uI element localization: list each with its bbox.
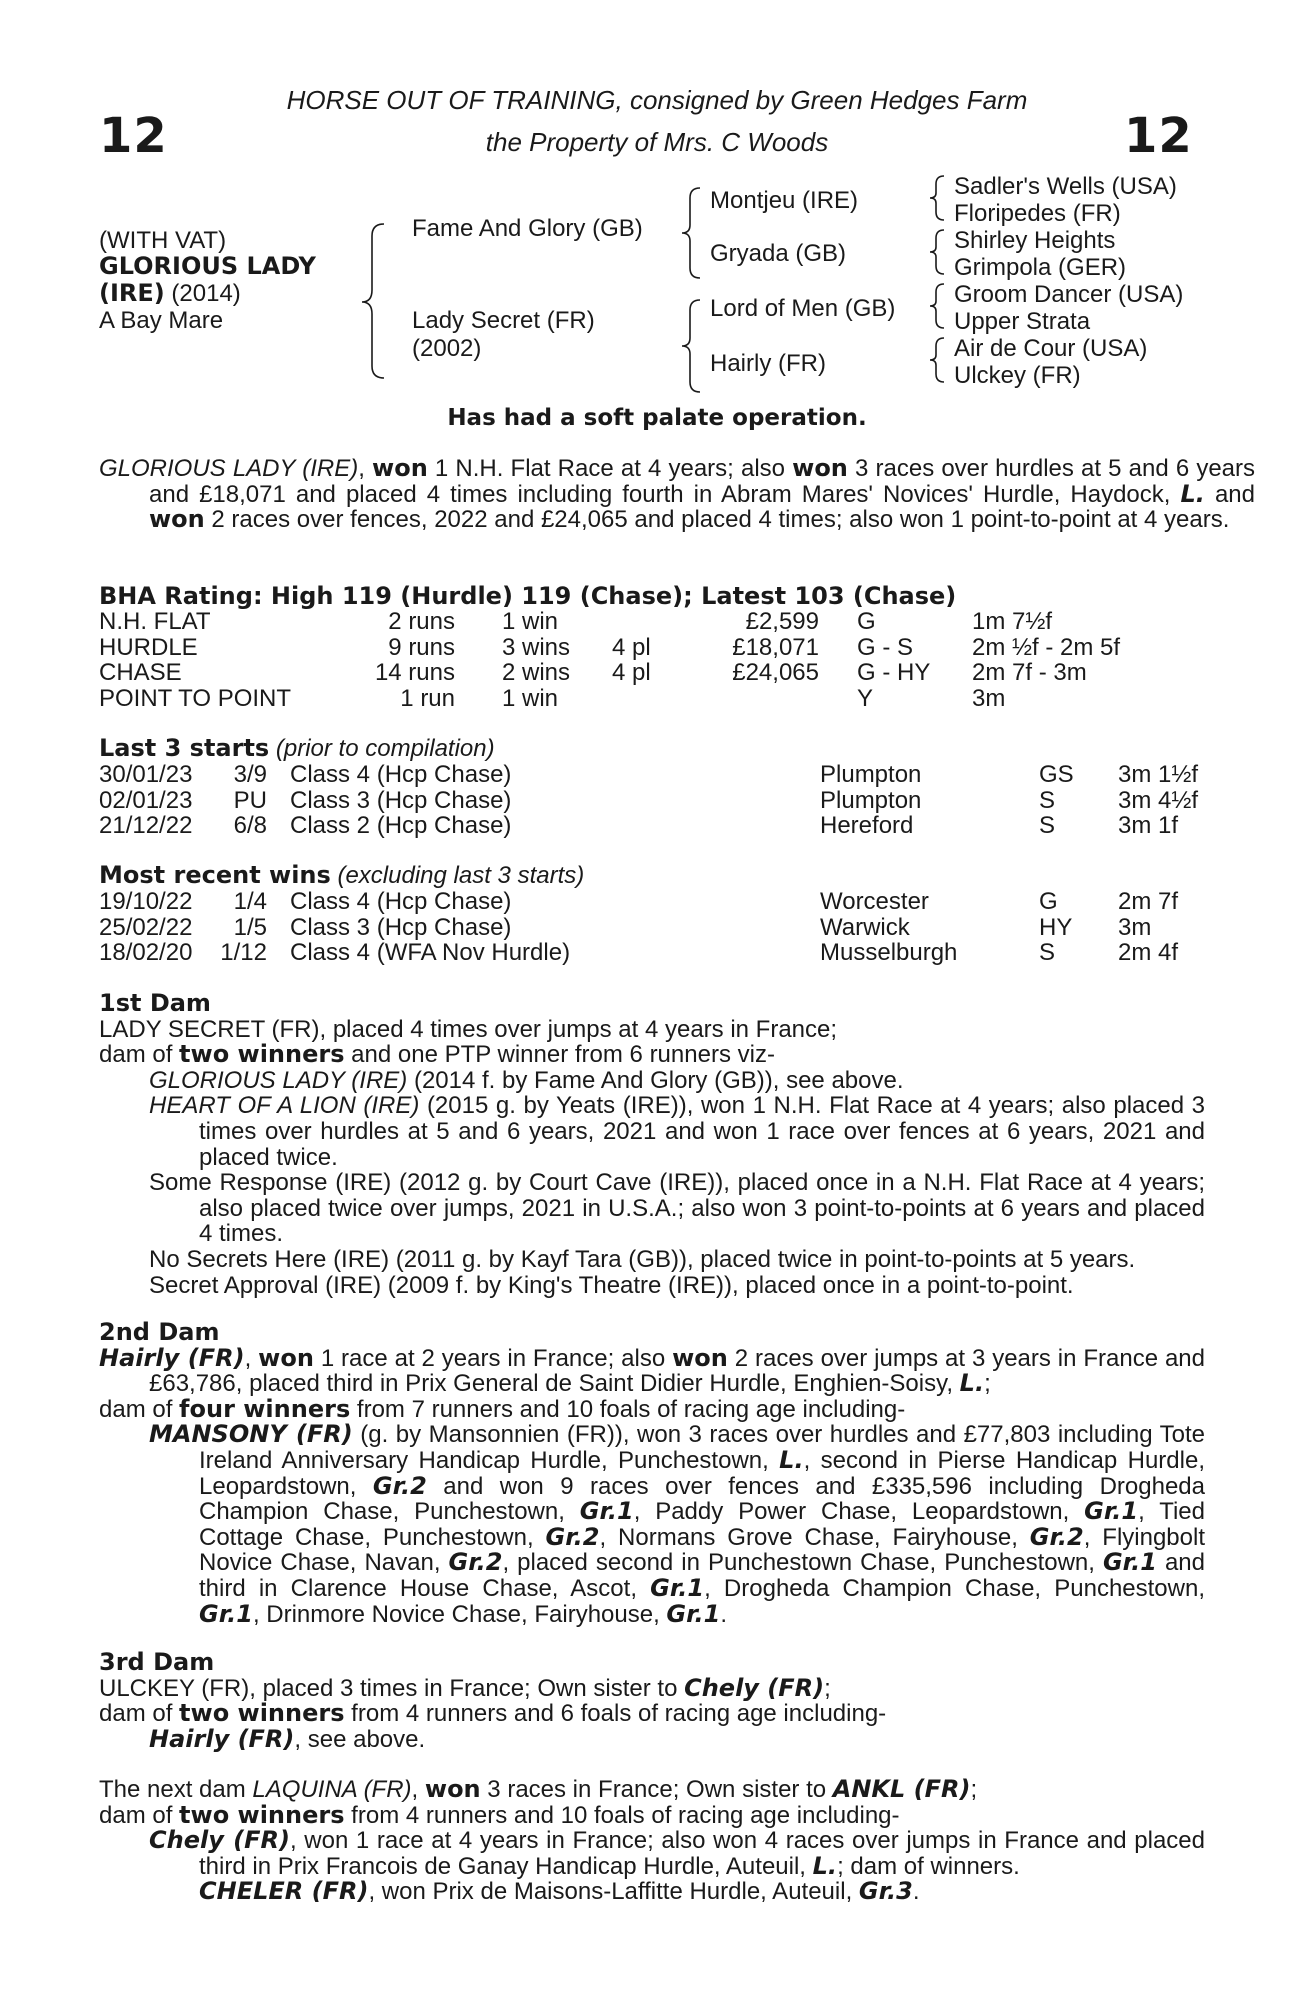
cell-cls: Class 3 (Hcp Chase) <box>290 913 512 941</box>
cell-money: £2,599 <box>745 608 819 635</box>
table-row <box>99 660 1205 686</box>
first-dam-produce-3: Some Response (IRE) (2012 g. by Court Cave (IRE)), placed once in a N.H. Flat Race at 4 years; also placed twice over jumps, 2021 in U.S.A.; also won 3 point-to-points at 6 years and placed 4 times. <box>149 1169 1205 1248</box>
table-row <box>99 762 1205 788</box>
cell-dist: 3m 1½f <box>1118 761 1199 788</box>
table-row <box>99 940 1205 966</box>
first-dam-section <box>99 991 1205 1298</box>
cell-going: G <box>857 608 876 635</box>
cell-dist: 1m 7½f <box>972 608 1053 635</box>
table-row <box>99 788 1205 814</box>
cell-pl: 4 pl <box>612 659 651 687</box>
last-3-starts-table <box>99 762 1205 839</box>
cell-date: 19/10/22 <box>99 888 193 915</box>
second-dam-line2: dam of four winners from 7 runners and 10 foals of racing age including- <box>99 1394 906 1423</box>
brace-gen3-b <box>930 230 944 274</box>
horse-description: A Bay Mare <box>99 307 224 334</box>
cell-cls: Class 2 (Hcp Chase) <box>290 812 512 840</box>
horse-year: (2014) <box>164 280 241 307</box>
brace-gen3-c <box>930 284 944 328</box>
next-dam-line1: The next dam LAQUINA (FR), won 3 races in France; Own sister to ANKL (FR); <box>99 1775 978 1803</box>
cell-runs: 14 runs <box>374 659 455 687</box>
cell-pos: PU <box>233 786 267 814</box>
next-dam-section <box>99 1777 1205 1905</box>
dam: Lady Secret (FR) <box>412 307 595 334</box>
cell-dist: 2m ½f - 2m 5f <box>972 633 1121 661</box>
cell-wins: 1 win <box>502 684 559 712</box>
third-dam-section <box>99 1650 1205 1752</box>
cell-course: Hereford <box>820 812 914 840</box>
next-dam-line2: dam of two winners from 4 runners and 10 foals of racing age including- <box>99 1800 900 1829</box>
table-row <box>99 915 1205 941</box>
cell-pos: 1/5 <box>233 913 267 941</box>
cell-wins: 3 wins <box>502 633 571 661</box>
cell-going: HY <box>1039 913 1073 941</box>
ped-dsd: Upper Strata <box>954 308 1091 335</box>
cell-cls: Class 4 (Hcp Chase) <box>290 888 512 915</box>
consignor-line: HORSE OUT OF TRAINING, consigned by Green Hedges Farm <box>286 85 1028 115</box>
third-dam-title: 3rd Dam <box>99 1648 215 1676</box>
first-dam-produce-1: GLORIOUS LADY (IRE) (2014 f. by Fame And Glory (GB)), see above. <box>149 1066 904 1094</box>
cell-date: 18/02/20 <box>99 939 193 967</box>
cell-dist: 2m 7f - 3m <box>972 659 1087 687</box>
horse-country: (IRE) <box>99 279 165 307</box>
brace-gen3-a <box>930 176 944 220</box>
ped-ddd: Ulckey (FR) <box>954 362 1081 389</box>
first-dam-line2: dam of two winners and one PTP winner from 6 runners viz- <box>99 1040 775 1069</box>
third-dam-produce-1: Hairly (FR), see above. <box>149 1724 426 1753</box>
sire-sire: Montjeu (IRE) <box>710 187 859 214</box>
cell-going: S <box>1039 939 1056 967</box>
ped-dss: Groom Dancer (USA) <box>954 281 1184 308</box>
cell-cls: Class 4 (Hcp Chase) <box>290 761 512 788</box>
table-row <box>99 635 1205 661</box>
summary-text3: and <box>1204 480 1255 508</box>
lot-number-left: 12 <box>99 108 168 164</box>
mansony-entry: MANSONY (FR) (g. by Mansonnien (FR)), won 3 races over hurdles and £77,803 including Tote Ireland Anniversary Handicap Hurdle, Punchestown, L., second in Pierse Handicap Hurdle, Leopardstown, Gr.2 and won 9 races over fences and £335,596 including Drogheda Champion Chase, Punchestown, Gr.1, Paddy Power Chase, Leopardstown, Gr.1, Tied Cottage Chase, Punchestown, Gr.2, Normans Grove Chase, Fairyhouse, Gr.2, Flyingbolt Novice Chase, Navan, Gr.2, placed second in Punchestown Chase, Punchestown, Gr.1 and third in Clarence House Chase, Ascot, Gr.1, Drogheda Champion Chase, Punchestown, Gr.1, Drinmore Novice Chase, Fairyhouse, Gr.1. <box>149 1420 1206 1628</box>
second-dam-line1: Hairly (FR), won 1 race at 2 years in France; also won 2 races over jumps at 3 years in France and £63,786, placed third in Prix General de Saint Didier Hurdle, Enghien-Soisy, L.; <box>99 1343 1205 1398</box>
sire-dam: Gryada (GB) <box>710 240 847 267</box>
cell-going: G - S <box>857 633 914 661</box>
cell-course: Musselburgh <box>820 939 958 967</box>
next-dam-produce-1: Chely (FR), won 1 race at 4 years in France; also won 4 races over jumps in France and placed third in Prix Francois de Ganay Handicap Hurdle, Auteuil, L.; dam of winners. <box>149 1826 1205 1880</box>
cell-going: GS <box>1039 761 1074 788</box>
summary-won1: won <box>372 454 428 482</box>
brace-gen2-sire <box>682 188 700 278</box>
third-dam-line1: ULCKEY (FR), placed 3 times in France; Own sister to Chely (FR); <box>99 1673 831 1702</box>
recent-wins-table <box>99 889 1205 966</box>
cell-going: S <box>1039 786 1056 814</box>
first-dam-title: 1st Dam <box>99 989 211 1017</box>
cell-runs: 2 runs <box>388 608 455 635</box>
cell-pl: 4 pl <box>612 633 651 661</box>
table-row <box>99 813 1205 839</box>
cell-pos: 6/8 <box>233 812 267 840</box>
race-summary: GLORIOUS LADY (IRE), won 1 N.H. Flat Race at 4 years; also won 3 races over hurdles at 5 and 6 years and £18,071 and placed 4 times including fourth in Abram Mares' Novices' Hurdle, Haydock, L. and won 2 races over fences, 2022 and £24,065 and placed 4 times; also won 1 point-to-point at 4 years. <box>99 454 1255 534</box>
brace-gen3-d <box>930 338 944 382</box>
cell-course: Worcester <box>820 888 929 915</box>
cell-going: S <box>1039 812 1056 840</box>
recent-wins-heading <box>99 863 1205 889</box>
cell-type: POINT TO POINT <box>99 684 292 712</box>
first-dam-produce-4: No Secrets Here (IRE) (2011 g. by Kayf Tara (GB)), placed twice in point-to-points at 5 years. <box>149 1245 1136 1273</box>
recent-title: Most recent wins <box>99 861 331 889</box>
ped-sss: Sadler's Wells (USA) <box>954 173 1177 200</box>
cell-runs: 9 runs <box>388 633 455 661</box>
recent-sub: (excluding last 3 starts) <box>337 862 585 889</box>
table-row <box>99 889 1205 915</box>
cell-pos: 3/9 <box>233 761 267 788</box>
bha-rating: BHA Rating: High 119 (Hurdle) 119 (Chase); Latest 103 (Chase) <box>99 582 957 610</box>
summary-won2: won <box>792 454 848 482</box>
cell-runs: 1 run <box>400 684 455 712</box>
ped-sds: Shirley Heights <box>954 227 1116 254</box>
horse-name: GLORIOUS LADY <box>99 252 316 280</box>
property-line: the Property of Mrs. C Woods <box>485 127 829 157</box>
cell-dist: 3m 4½f <box>1118 786 1199 814</box>
lot-number-right: 12 <box>1124 108 1193 164</box>
cell-going: G <box>1039 888 1058 915</box>
cell-type: CHASE <box>99 659 182 687</box>
table-row <box>99 609 1205 635</box>
ped-sdd: Grimpola (GER) <box>954 254 1127 281</box>
sire: Fame And Glory (GB) <box>412 215 643 242</box>
second-dam-title: 2nd Dam <box>99 1318 220 1346</box>
cell-money: £18,071 <box>732 633 819 661</box>
first-dam-line1: LADY SECRET (FR), placed 4 times over jumps at 4 years in France; <box>99 1015 838 1043</box>
cell-wins: 2 wins <box>502 659 571 687</box>
brace-gen2-dam <box>682 300 700 392</box>
cell-dist: 3m <box>1118 913 1152 941</box>
dam-dam: Hairly (FR) <box>710 350 826 377</box>
ped-dds: Air de Cour (USA) <box>954 335 1148 362</box>
first-dam-produce-5: Secret Approval (IRE) (2009 f. by King's Theatre (IRE)), placed once in a point-to-point. <box>149 1271 1074 1299</box>
cell-going: G - HY <box>857 659 931 687</box>
dam-sire: Lord of Men (GB) <box>710 295 896 322</box>
cell-date: 30/01/23 <box>99 761 193 788</box>
first-dam-produce-2: HEART OF A LION (IRE) (2015 g. by Yeats (IRE)), won 1 N.H. Flat Race at 4 years; also placed 3 times over hurdles at 5 and 6 years, 2021 and won 1 race over fences at 6 years, 2021 and placed twice. <box>149 1092 1205 1171</box>
second-dam-section <box>99 1320 1205 1627</box>
cell-going: Y <box>857 684 874 712</box>
third-dam-line2: dam of two winners from 4 runners and 6 foals of racing age including- <box>99 1699 887 1728</box>
cell-pos: 1/12 <box>220 939 267 967</box>
last-3-starts-heading <box>99 736 1205 762</box>
summary-text1: 1 N.H. Flat Race at 4 years; also <box>427 455 793 482</box>
brace-gen1 <box>362 224 384 378</box>
dam-year: (2002) <box>412 335 482 362</box>
ped-ssd: Floripedes (FR) <box>954 200 1121 227</box>
cell-course: Plumpton <box>820 761 922 788</box>
cell-cls: Class 3 (Hcp Chase) <box>290 786 512 814</box>
cell-dist: 3m <box>972 684 1006 712</box>
cell-money: £24,065 <box>732 659 819 687</box>
summary-text2: 3 races over hurdles at 5 and 6 years and £18,071 and placed 4 times including fourth in Abram Mares' Novices' Hurdle, Haydock, <box>149 455 1255 508</box>
cell-wins: 1 win <box>502 608 559 635</box>
cell-date: 25/02/22 <box>99 913 193 941</box>
race-record-table <box>99 609 1205 711</box>
last3-sub: (prior to compilation) <box>275 735 495 762</box>
last3-title: Last 3 starts <box>99 734 270 762</box>
vat-label: (WITH VAT) <box>99 227 227 254</box>
cell-dist: 2m 7f <box>1118 888 1179 915</box>
cell-cls: Class 4 (WFA Nov Hurdle) <box>290 939 571 967</box>
cell-dist: 2m 4f <box>1118 939 1179 967</box>
summary-listed: L. <box>1180 479 1205 508</box>
summary-won3: won <box>149 505 205 534</box>
table-row <box>99 686 1205 712</box>
cell-course: Plumpton <box>820 786 922 814</box>
cell-date: 02/01/23 <box>99 786 193 814</box>
next-dam-produce-2: CHELER (FR), won Prix de Maisons-Laffitte Hurdle, Auteuil, Gr.3. <box>199 1877 920 1906</box>
cell-dist: 3m 1f <box>1118 812 1179 840</box>
cell-pos: 1/4 <box>233 888 267 915</box>
cell-type: HURDLE <box>99 633 198 661</box>
operation-note: Has had a soft palate operation. <box>447 405 867 431</box>
cell-type: N.H. FLAT <box>99 608 211 635</box>
cell-course: Warwick <box>820 913 910 941</box>
summary-text4: 2 races over fences, 2022 and £24,065 and placed 4 times; also won 1 point-to-point at 4 years. <box>204 506 1230 534</box>
summary-name: GLORIOUS LADY (IRE) <box>99 455 359 482</box>
cell-date: 21/12/22 <box>99 812 193 840</box>
